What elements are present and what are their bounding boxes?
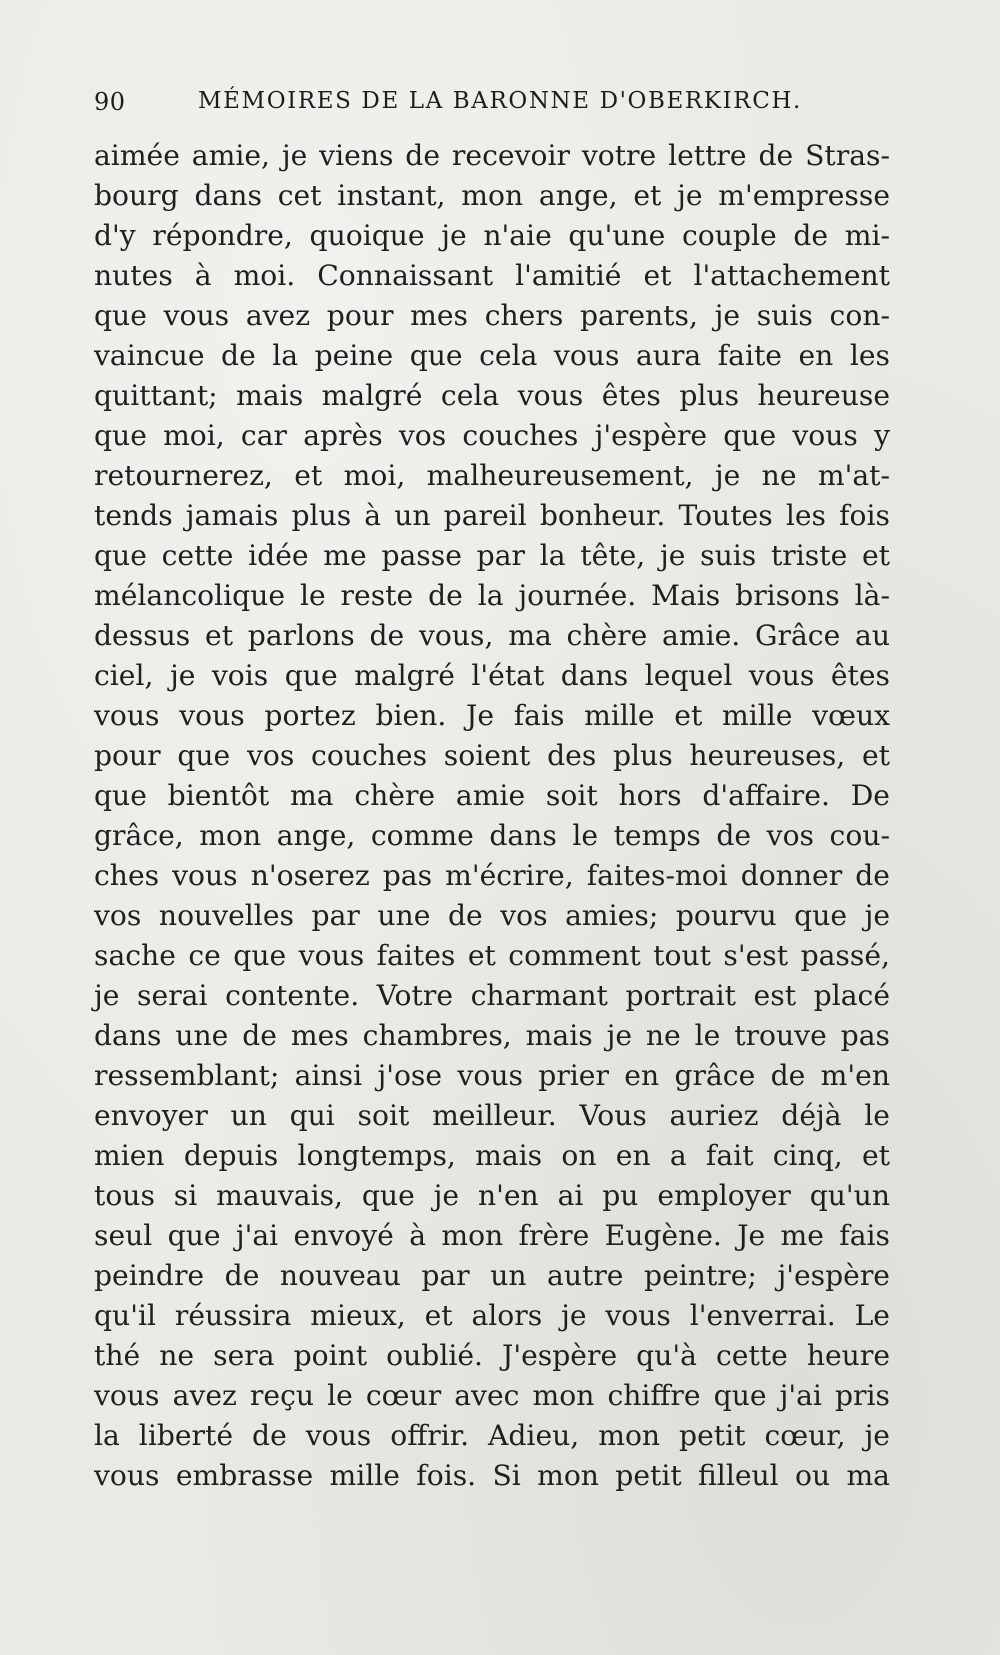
text-line: vos nouvelles par une de vos amies; pourvu que je: [94, 899, 890, 932]
text-line: grâce, mon ange, comme dans le temps de vos cou-: [94, 819, 890, 852]
text-line: quittant; mais malgré cela vous êtes plus heureuse: [94, 379, 890, 412]
text-line: bourg dans cet instant, mon ange, et je m'empresse: [94, 179, 890, 212]
text-line: peindre de nouveau par un autre peintre; j'espère: [94, 1259, 890, 1292]
text-line: nutes à moi. Connaissant l'amitié et l'attachement: [94, 259, 890, 292]
text-line: que cette idée me passe par la tête, je suis triste et: [94, 539, 890, 572]
text-line: qu'il réussira mieux, et alors je vous l'enverrai. Le: [94, 1299, 890, 1332]
text-line: seul que j'ai envoyé à mon frère Eugène. Je me fais: [94, 1219, 890, 1252]
running-head: [94, 88, 894, 128]
text-line: dans une de mes chambres, mais je ne le trouve pas: [94, 1019, 890, 1052]
text-line: que bientôt ma chère amie soit hors d'affaire. De: [94, 779, 890, 812]
text-line: que moi, car après vos couches j'espère que vous y: [94, 419, 890, 452]
text-line: ches vous n'oserez pas m'écrire, faites-moi donner de: [94, 859, 890, 892]
text-line: que vous avez pour mes chers parents, je suis con-: [94, 299, 890, 332]
running-head-title: MÉMOIRES DE LA BARONNE D'OBERKIRCH.: [198, 88, 802, 114]
text-line: thé ne sera point oublié. J'espère qu'à cette heure: [94, 1339, 890, 1372]
text-line: ressemblant; ainsi j'ose vous prier en grâce de m'en: [94, 1059, 890, 1092]
text-line: pour que vos couches soient des plus heureuses, et: [94, 739, 890, 772]
text-line: envoyer un qui soit meilleur. Vous auriez déjà le: [94, 1099, 890, 1132]
text-line: vous vous portez bien. Je fais mille et mille vœux: [94, 699, 890, 732]
text-line: je serai contente. Votre charmant portrait est placé: [94, 979, 890, 1012]
text-line: d'y répondre, quoique je n'aie qu'une couple de mi-: [94, 219, 890, 252]
text-line: tends jamais plus à un pareil bonheur. Toutes les fois: [94, 499, 890, 532]
text-line: vous avez reçu le cœur avec mon chiffre que j'ai pris: [94, 1379, 890, 1412]
text-line: sache ce que vous faites et comment tout s'est passé,: [94, 939, 890, 972]
page-number: 90: [94, 88, 126, 116]
body-text: [94, 136, 890, 1496]
text-line: vaincue de la peine que cela vous aura faite en les: [94, 339, 890, 372]
text-line: mien depuis longtemps, mais on en a fait cinq, et: [94, 1139, 890, 1172]
text-line: aimée amie, je viens de recevoir votre lettre de Stras-: [94, 139, 890, 172]
text-line: dessus et parlons de vous, ma chère amie. Grâce au: [94, 619, 890, 652]
text-line: ciel, je vois que malgré l'état dans lequel vous êtes: [94, 659, 890, 692]
text-line: retournerez, et moi, malheureusement, je ne m'at-: [94, 459, 890, 492]
text-line: la liberté de vous offrir. Adieu, mon petit cœur, je: [94, 1419, 890, 1452]
text-line: tous si mauvais, que je n'en ai pu employer qu'un: [94, 1179, 890, 1212]
text-line: vous embrasse mille fois. Si mon petit filleul ou ma: [94, 1459, 890, 1492]
text-line: mélancolique le reste de la journée. Mais brisons là-: [94, 579, 890, 612]
